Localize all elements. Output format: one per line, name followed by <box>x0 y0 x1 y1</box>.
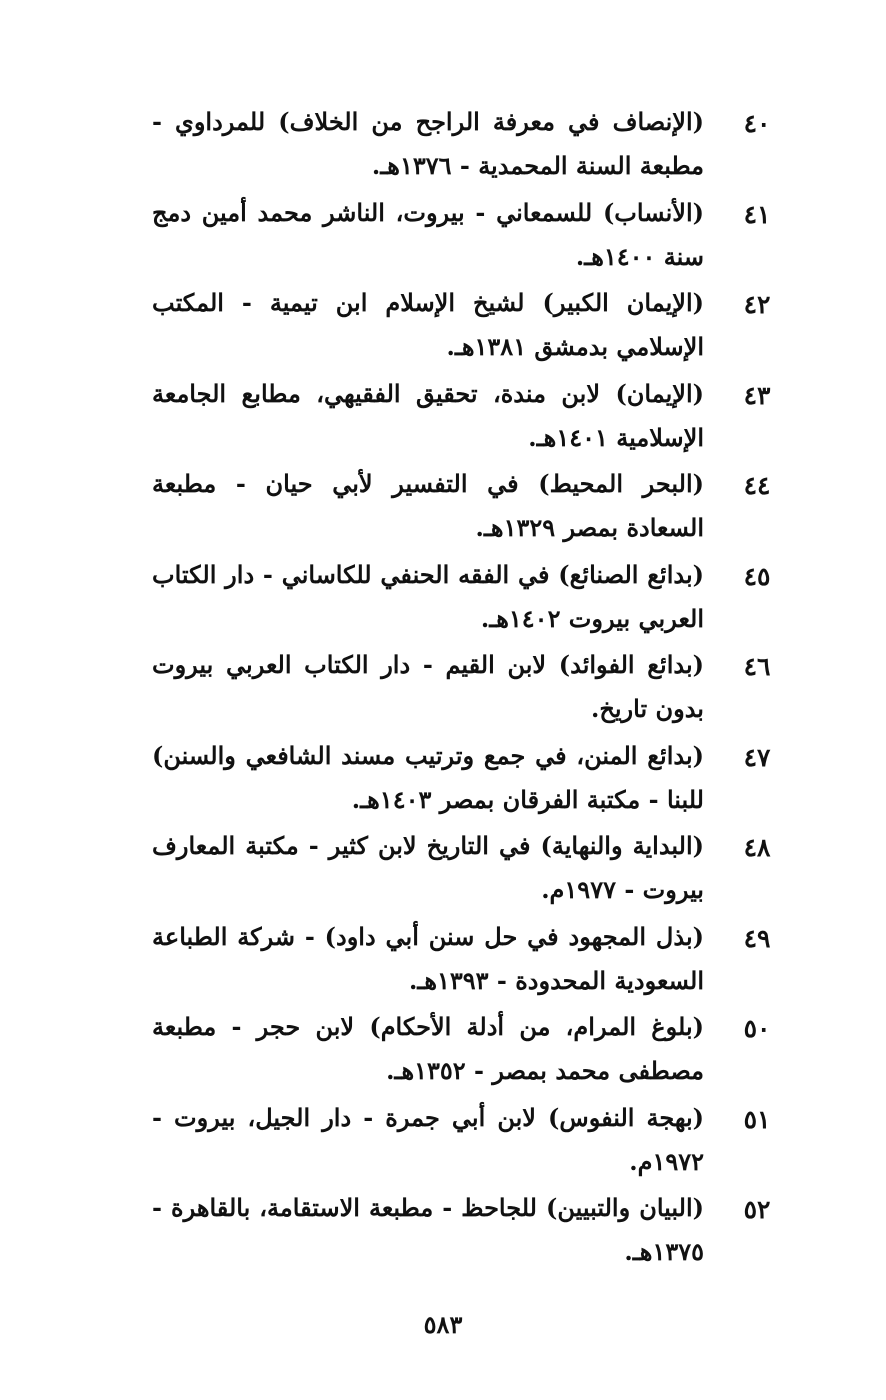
entry-text: (بدائع الفوائد) لابن القيم - دار الكتاب العربي بيروت بدون تاريخ. <box>152 650 704 723</box>
entry-text: (بدائع الصنائع) في الفقه الحنفي للكاساني - دار الكتاب العربي بيروت ١٤٠٢هـ. <box>152 559 704 633</box>
entry-text: (بدائع المنن، في جمع وترتيب مسند الشافعي والسنن) للبنا - مكتبة الفرقان بمصر ١٤٠٣هـ. <box>152 740 704 814</box>
entry-number: ٤٤ <box>743 471 771 500</box>
list-item <box>0 734 886 825</box>
list-item <box>0 1005 886 1096</box>
list-item <box>0 100 886 191</box>
list-item <box>0 281 886 372</box>
list-item <box>0 553 886 644</box>
entry-number: ٤٢ <box>743 290 771 319</box>
list-item <box>0 643 886 734</box>
bibliography-list <box>0 100 886 1277</box>
entry-number: ٤٠ <box>743 109 771 138</box>
list-item <box>0 1096 886 1187</box>
entry-number: ٤٣ <box>743 380 771 410</box>
entry-text: (الإنصاف في معرفة الراجح من الخلاف) للمرداوي - مطبعة السنة المحمدية - ١٣٧٦هـ. <box>152 107 704 180</box>
entry-number: ٤٥ <box>743 561 771 591</box>
entry-text: (البحر المحيط) في التفسير لأبي حيان - مطبعة السعادة بمصر ١٣٢٩هـ. <box>152 469 704 542</box>
entry-number: ٥٠ <box>743 1014 771 1043</box>
entry-number: ٥٢ <box>743 1195 771 1224</box>
entry-text: (بذل المجهود في حل سنن أبي داود) - شركة الطباعة السعودية المحدودة - ١٣٩٣هـ. <box>152 921 704 995</box>
entry-number: ٤٧ <box>743 742 771 772</box>
entry-text: (الإيمان) لابن مندة، تحقيق الفقيهي، مطابع الجامعة الإسلامية ١٤٠١هـ. <box>152 378 704 452</box>
list-item <box>0 462 886 553</box>
entry-text: (بلوغ المرام، من أدلة الأحكام) لابن حجر - مطبعة مصطفى محمد بمصر - ١٣٥٢هـ. <box>152 1012 704 1085</box>
entry-text: (بهجة النفوس) لابن أبي جمرة - دار الجيل، بيروت - ١٩٧٢م. <box>152 1102 704 1176</box>
entry-number: ٥١ <box>743 1104 771 1134</box>
entry-text: (البيان والتبيين) للجاحظ - مطبعة الاستقامة، بالقاهرة - ١٣٧٥هـ. <box>152 1193 704 1266</box>
list-item <box>0 824 886 915</box>
entry-text: (الإيمان الكبير) لشيخ الإسلام ابن تيمية - المكتب الإسلامي بدمشق ١٣٨١هـ. <box>152 288 704 361</box>
page-number: ٥٨٣ <box>423 1310 463 1339</box>
entry-number: ٤١ <box>743 199 771 229</box>
entry-number: ٤٦ <box>743 652 771 681</box>
entry-number: ٤٩ <box>743 923 771 953</box>
list-item <box>0 372 886 463</box>
entry-text: (الأنساب) للسمعاني - بيروت، الناشر محمد أمين دمج سنة ١٤٠٠هـ. <box>152 197 704 271</box>
list-item <box>0 1186 886 1277</box>
list-item <box>0 191 886 282</box>
entry-text: (البداية والنهاية) في التاريخ لابن كثير - مكتبة المعارف بيروت - ١٩٧٧م. <box>152 831 704 904</box>
list-item <box>0 915 886 1006</box>
entry-number: ٤٨ <box>743 833 771 862</box>
